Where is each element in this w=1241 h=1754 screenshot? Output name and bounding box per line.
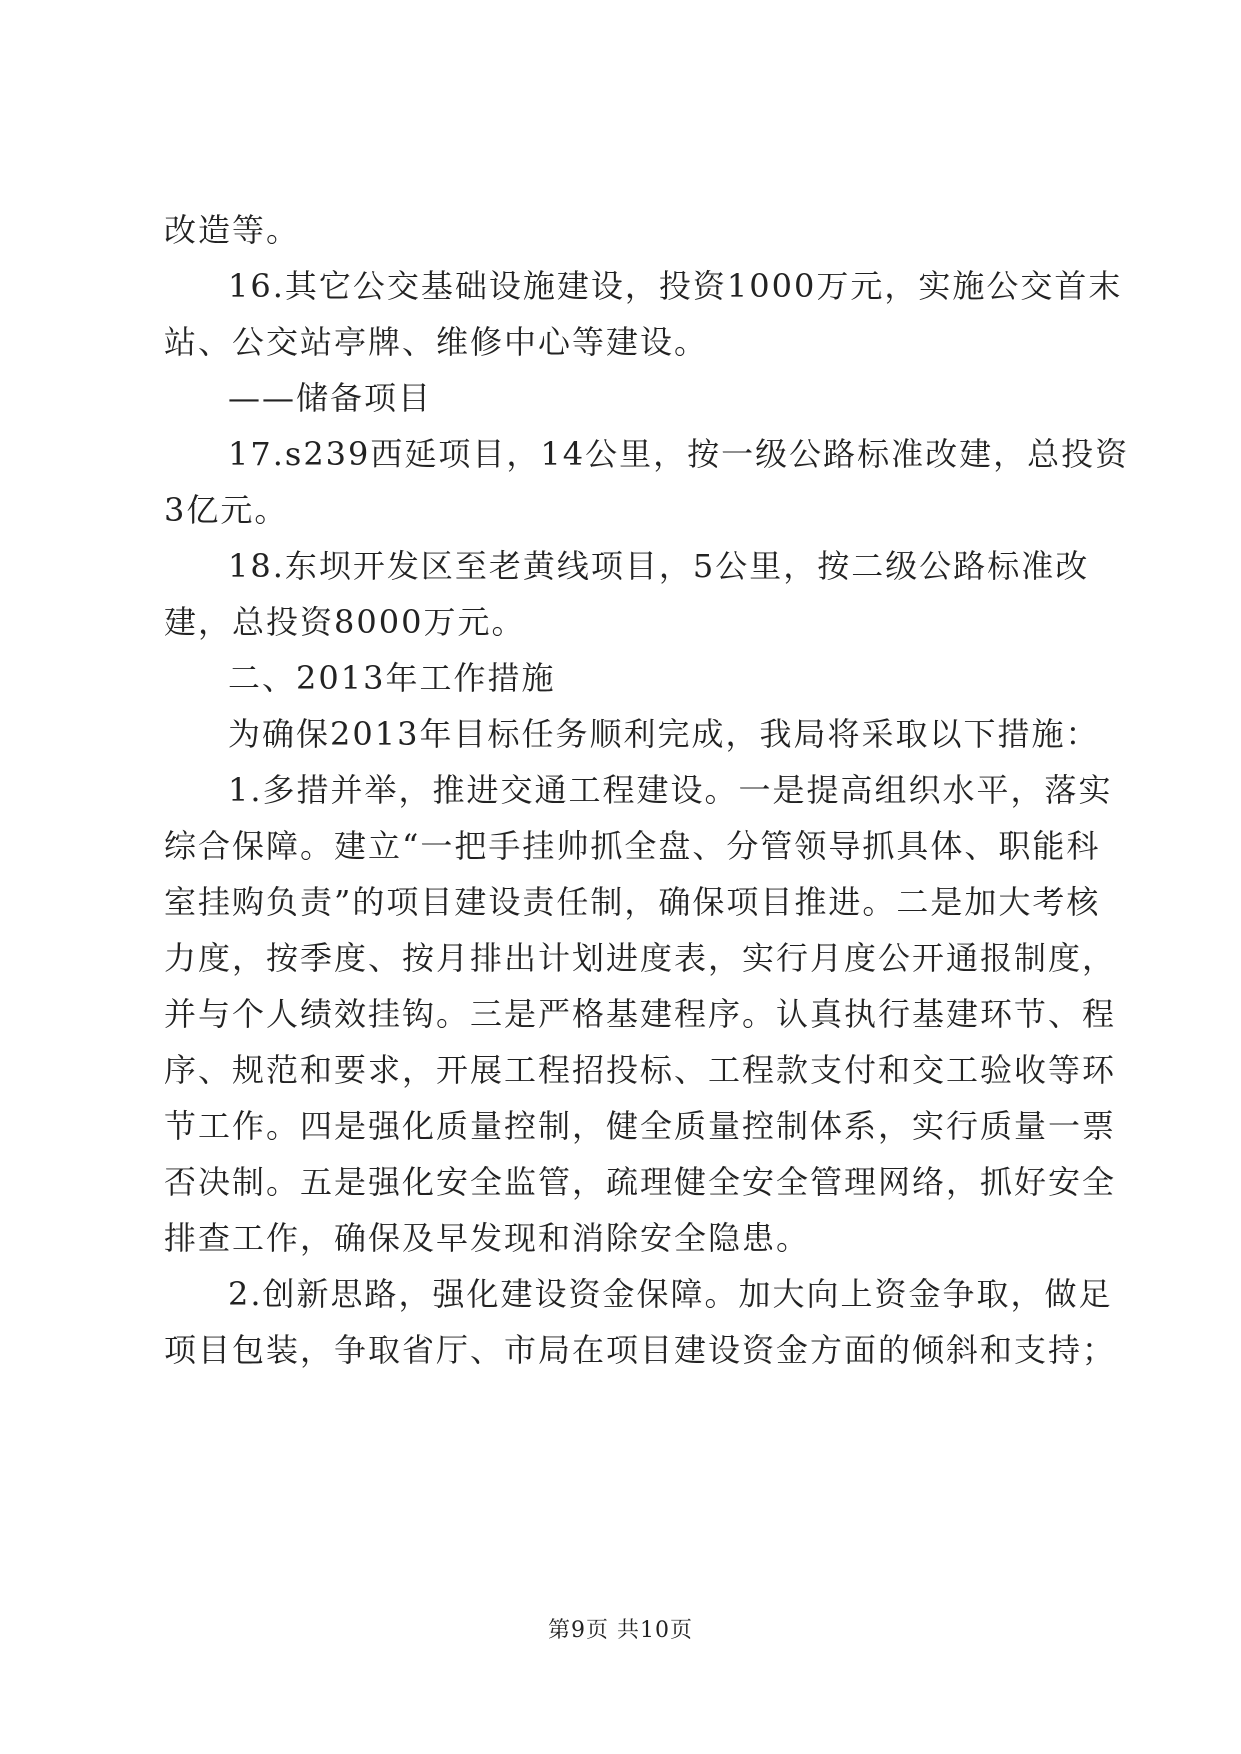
text-line: 并与个人绩效挂钩。三是严格基建程序。认真执行基建环节、程 — [164, 995, 1117, 1033]
text-line: 序、规范和要求，开展工程招投标、工程款支付和交工验收等环 — [164, 1051, 1117, 1089]
text-line: 力度，按季度、按月排出计划进度表，实行月度公开通报制度， — [164, 939, 1117, 977]
text-line: 改造等。 — [164, 211, 301, 249]
text-line: 16.其它公交基础设施建设，投资1000万元，实施公交首末 — [228, 267, 1123, 305]
page-number-footer: 第9页 共10页 — [548, 1618, 693, 1643]
text-line: 17.s239西延项目，14公里，按一级公路标准改建，总投资 — [228, 435, 1130, 473]
text-line: 2.创新思路，强化建设资金保障。加大向上资金争取，做足 — [228, 1275, 1113, 1313]
text-line: 3亿元。 — [164, 491, 289, 529]
text-line: 综合保障。建立“一把手挂帅抓全盘、分管领导抓具体、职能科 — [164, 827, 1101, 865]
section-heading: 二、2013年工作措施 — [228, 659, 556, 697]
text-line: 排查工作，确保及早发现和消除安全隐患。 — [164, 1219, 811, 1257]
text-line: 为确保2013年目标任务顺利完成，我局将采取以下措施： — [228, 715, 1100, 753]
text-line: 1.多措并举，推进交通工程建设。一是提高组织水平，落实 — [228, 771, 1113, 809]
text-line: 否决制。五是强化安全监管，疏理健全安全管理网络，抓好安全 — [164, 1163, 1117, 1201]
text-line: 18.东坝开发区至老黄线项目，5公里，按二级公路标准改 — [228, 547, 1090, 585]
text-line: 站、公交站亭牌、维修中心等建设。 — [164, 323, 709, 361]
text-line: 项目包装，争取省厅、市局在项目建设资金方面的倾斜和支持； — [164, 1331, 1117, 1369]
text-line: 节工作。四是强化质量控制，健全质量控制体系，实行质量一票 — [164, 1107, 1117, 1145]
text-line: 建，总投资8000万元。 — [164, 603, 526, 641]
section-subheading: ——储备项目 — [228, 379, 433, 417]
text-line: 室挂购负责”的项目建设责任制，确保项目推进。二是加大考核 — [164, 883, 1101, 921]
